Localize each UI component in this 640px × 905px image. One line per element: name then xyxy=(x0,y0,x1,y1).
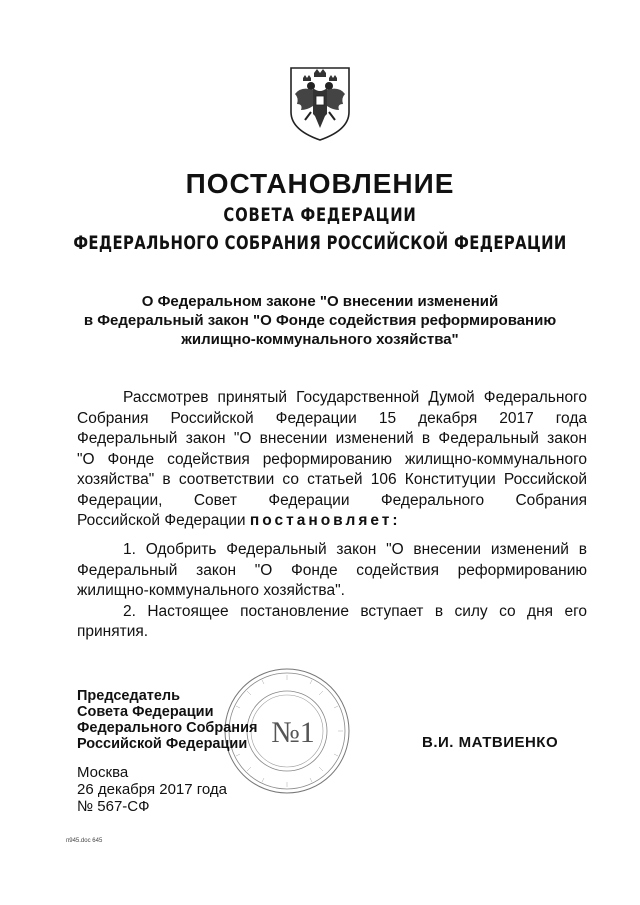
city: Москва xyxy=(77,764,129,781)
document-number: № 567-СФ xyxy=(77,798,150,815)
heading-line: в Федеральный закон "О Фонде содействия реформированию xyxy=(83,312,557,329)
preamble-paragraph xyxy=(77,388,587,532)
body-line: Рассмотрев принятый Государственной Думой Федерального xyxy=(123,389,587,406)
body-line: "О Фонде содействия реформированию жилищно-коммунального xyxy=(77,450,587,468)
heading-line: О Федеральном законе "О внесении изменений xyxy=(141,293,499,310)
resolution-items xyxy=(77,540,587,643)
body-line: хозяйства" в соответствии со статьей 106 Конституции Российской xyxy=(77,471,587,488)
signer-name: В.И. МАТВИЕНКО xyxy=(422,734,559,751)
heading-line: жилищно-коммунального хозяйства" xyxy=(181,331,459,348)
signer-position xyxy=(77,688,257,752)
item-line: жилищно-коммунального хозяйства". xyxy=(77,582,345,599)
body-line-prefix: Российской Федерации xyxy=(77,512,246,529)
body-line: Федерации, Совет Федерации Федерального Собрания xyxy=(77,491,587,509)
resolves-word: постановляет: xyxy=(249,512,401,529)
file-footnote: п945.doc 645 xyxy=(66,838,103,844)
place-and-date xyxy=(77,764,227,815)
signer-line: Российской Федерации xyxy=(77,736,248,752)
signer-line: Совета Федерации xyxy=(77,704,214,720)
stamp-number: №1 xyxy=(271,716,315,749)
signer-line: Председатель xyxy=(77,688,181,704)
date: 26 декабря 2017 года xyxy=(77,781,228,798)
resolution-heading xyxy=(0,292,640,349)
item-line: 1. Одобрить Федеральный закон "О внесении изменений в xyxy=(123,541,587,558)
issuer-line-1: СОВЕТА ФЕДЕРАЦИИ xyxy=(223,204,417,226)
document-title: ПОСТАНОВЛЕНИЕ xyxy=(185,168,455,199)
item-line: принятия. xyxy=(77,623,149,640)
body-line: Федеральный закон "О внесении изменений в Федеральный закон xyxy=(77,430,587,447)
body-line xyxy=(77,511,587,532)
russian-coat-of-arms-icon xyxy=(287,64,353,142)
issuer-line-2: ФЕДЕРАЛЬНОГО СОБРАНИЯ РОССИЙСКОЙ ФЕДЕРАЦИИ xyxy=(73,232,567,254)
body-line: Собрания Российской Федерации 15 декабря 2017 года xyxy=(77,409,587,427)
item-line: Федеральный закон "О Фонде содействия реформированию xyxy=(77,561,587,579)
item-line: 2. Настоящее постановление вступает в силу со дня его xyxy=(123,602,587,620)
signer-line: Федерального Собрания xyxy=(77,720,258,736)
